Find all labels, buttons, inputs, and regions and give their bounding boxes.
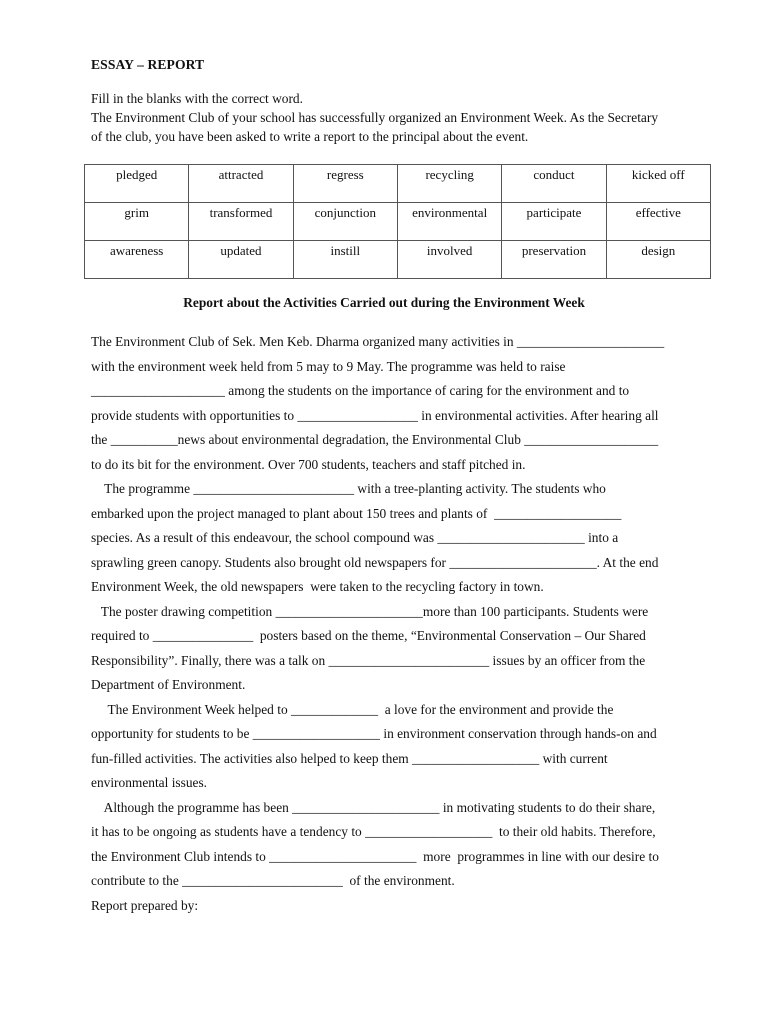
word-bank-cell: recycling <box>397 165 501 203</box>
report-line: the __________news about environmental degradation, the Environmental Club ____________________ <box>91 432 659 447</box>
report-line: Report prepared by: <box>91 897 199 913</box>
word-bank-cell: regress <box>293 165 397 203</box>
word-bank-cell: pledged <box>85 165 189 203</box>
word-bank-table <box>84 164 711 279</box>
report-line: The programme ________________________ with a tree-planting activity. The students who <box>91 481 606 496</box>
word-bank-cell: kicked off <box>606 165 710 203</box>
intro-text <box>91 89 731 146</box>
report-line: The poster drawing competition ______________________more than 100 participants. Students were <box>91 603 649 619</box>
report-line: The Environment Club of Sek. Men Keb. Dharma organized many activities in ______________________ <box>91 334 665 349</box>
report-body <box>91 330 691 918</box>
word-bank-cell: instill <box>293 241 397 279</box>
report-line: Environment Week, the old newspapers were taken to the recycling factory in town. <box>91 579 544 594</box>
report-line: sprawling green canopy. Students also brought old newspapers for ______________________. At the end <box>91 554 659 570</box>
report-line: required to _______________ posters based on the theme, “Environmental Conservation – Our Shared <box>91 628 646 643</box>
report-line: contribute to the ________________________ of the environment. <box>91 873 455 888</box>
page-title: ESSAY – REPORT <box>91 57 205 72</box>
word-bank-cell: conjunction <box>293 203 397 241</box>
report-line: it has to be ongoing as students have a tendency to ___________________ to their old habits. Therefore, <box>91 824 656 839</box>
word-bank-cell: involved <box>397 241 501 279</box>
word-bank-cell: environmental <box>397 203 501 241</box>
instruction: Fill in the blanks with the correct word. <box>91 91 303 106</box>
report-title: Report about the Activities Carried out during the Environment Week <box>183 295 585 310</box>
word-bank-cell: participate <box>502 203 606 241</box>
report-line: to do its bit for the environment. Over 700 students, teachers and staff pitched in. <box>91 456 526 472</box>
word-bank-cell: attracted <box>189 165 293 203</box>
word-bank-cell: design <box>606 241 710 279</box>
word-bank-cell: conduct <box>502 165 606 203</box>
report-line: the Environment Club intends to ______________________ more programmes in line with our desire to <box>91 848 659 864</box>
report-line: with the environment week held from 5 may to 9 May. The programme was held to raise <box>91 358 566 374</box>
report-line: species. As a result of this endeavour, the school compound was ______________________ into a <box>91 530 619 545</box>
report-line: The Environment Week helped to _____________ a love for the environment and provide the <box>91 701 614 717</box>
intro-line: of the club, you have been asked to write a report to the principal about the event. <box>91 129 529 144</box>
word-bank-cell: grim <box>85 203 189 241</box>
report-line: environmental issues. <box>91 775 208 790</box>
word-bank-row <box>85 241 711 279</box>
report-line: opportunity for students to be ___________________ in environment conservation through hands-on and <box>91 726 657 741</box>
word-bank-cell: effective <box>606 203 710 241</box>
word-bank-row <box>85 203 711 241</box>
report-line: Responsibility”. Finally, there was a talk on ________________________ issues by an officer from the <box>91 652 646 668</box>
report-line: embarked upon the project managed to plant about 150 trees and plants of ___________________ <box>91 505 622 521</box>
word-bank-cell: preservation <box>502 241 606 279</box>
word-bank-row <box>85 165 711 203</box>
word-bank-cell: transformed <box>189 203 293 241</box>
report-line: Although the programme has been ______________________ in motivating students to do their share, <box>91 799 656 815</box>
report-line: provide students with opportunities to __________________ in environmental activities. After hearing all <box>91 407 659 423</box>
report-line: ____________________ among the students on the importance of caring for the environment and to <box>91 383 630 398</box>
word-bank-cell: updated <box>189 241 293 279</box>
report-line: Department of Environment. <box>91 677 246 692</box>
report-line: fun-filled activities. The activities also helped to keep them ___________________ with current <box>91 750 608 766</box>
intro-line: The Environment Club of your school has successfully organized an Environment Week. As the Secretary <box>91 110 659 125</box>
word-bank-cell: awareness <box>85 241 189 279</box>
